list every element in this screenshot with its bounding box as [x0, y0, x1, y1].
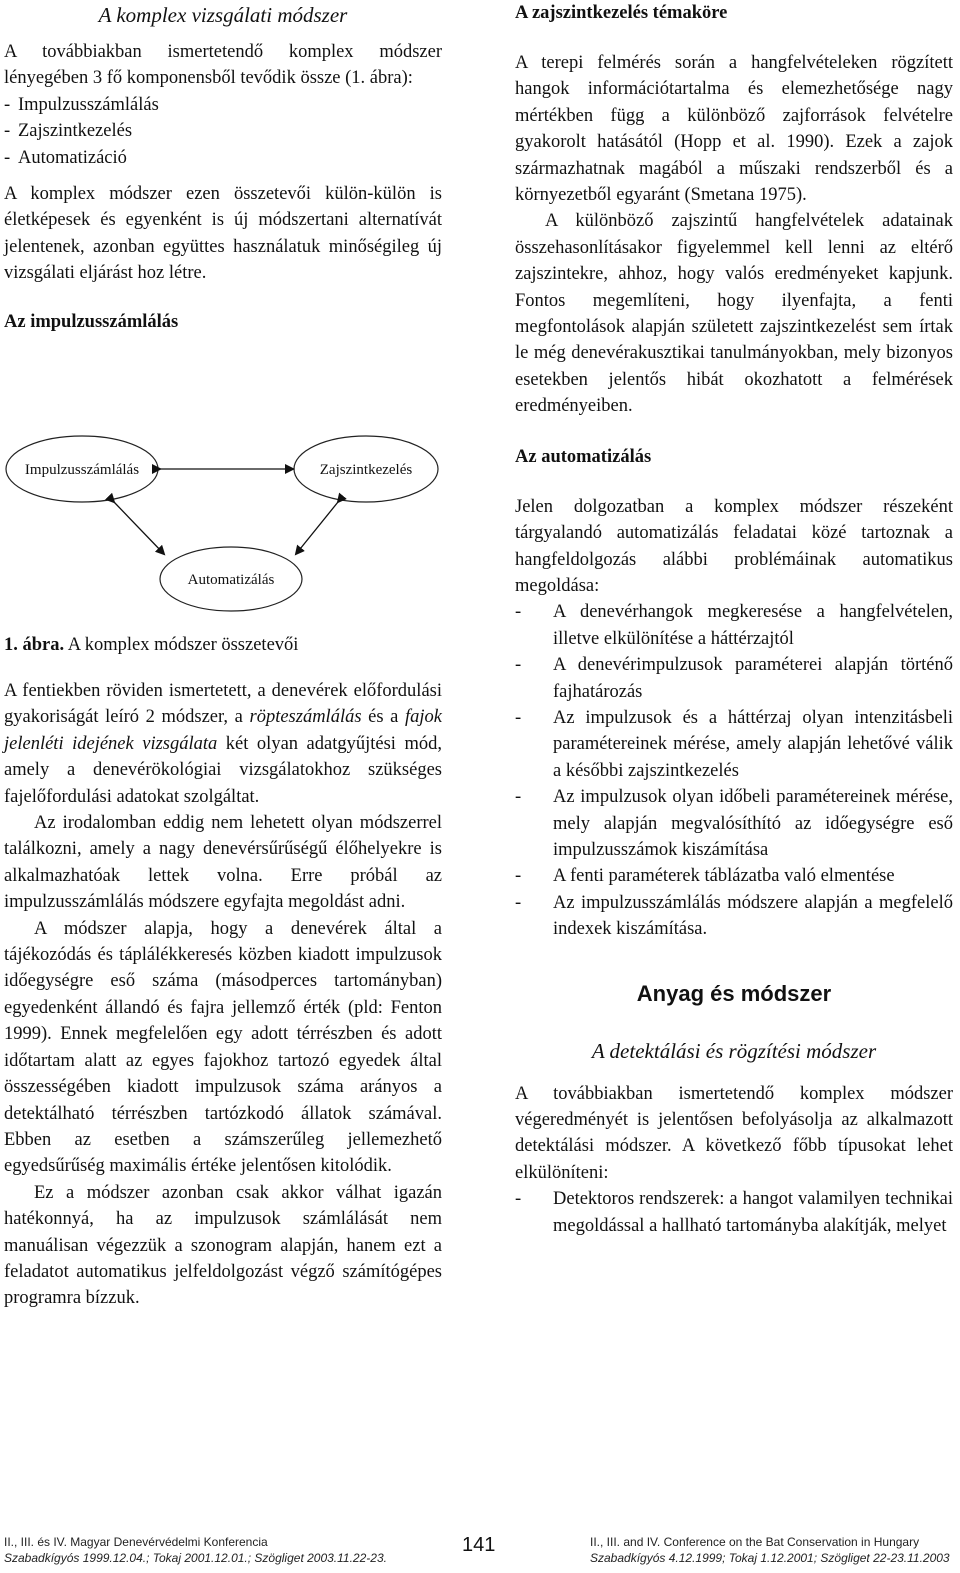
- paragraph: A komplex módszer ezen összetevői külön-külön is életképesek és egyenként is új módszertani alternatívát jelentenek, azonban együttes használatuk minőségileg új vizsgálati eljárást hoz létre.: [4, 184, 442, 284]
- section-title-komplex: A komplex vizsgálati módszer: [98, 3, 348, 27]
- heading-zajszint: A zajszintkezelés témaköre: [515, 3, 728, 23]
- edge-zajszint-automatizalas: [296, 502, 338, 554]
- paragraph: A módszer alapja, hogy a denevérek által a tájékozódás és táplálékkeresés közben kiadott impulzusok időegységre eső száma (másodperces tartományban) egyedenként állandó és fajra jellemző érték (pld: Fenton 1999). Ennek megfelelően egy adott térrészben és adott időtartam alatt az egyes fajokhoz tartozó egyedek által összességében kiadott impulzusok száma arányos a detektálható térrészben tartózkodó állatok számával. Ebben az esetben a számszerűleg jellemezhető egyedsűrűség maximális értéke jelentősen kitolódik.: [4, 918, 442, 1177]
- list-item: - Impulzusszámlálás: [4, 94, 159, 115]
- tasks-list: [515, 599, 953, 942]
- figure-caption: [4, 632, 442, 658]
- components-diagram: [4, 432, 442, 612]
- list-item: - Automatizáció: [4, 147, 127, 168]
- caption-text: A komplex módszer összetevői: [67, 635, 299, 655]
- list-item: - A denevérhangok megkeresése a hangfelvételen, illetve elkülönítése a háttérzajtól: [515, 602, 953, 649]
- heading-automatizalas: Az automatizálás: [515, 446, 652, 467]
- intro-paragraph: A továbbiakban ismertetendő komplex módszer lényegében 3 fő komponensből tevődik össze (1. ábra):: [4, 42, 442, 89]
- list-item: - A denevérimpulzusok paraméterei alapján történő fajhatározás: [515, 655, 953, 702]
- caption-label: 1. ábra.: [4, 635, 65, 655]
- paragraph: A továbbiakban ismertetendő komplex módszer végeredményét is jelentősen befolyásolja az alkalmazott detektálási módszer. A következő főbb típusokat lehet elkülöníteni:: [515, 1083, 953, 1183]
- list-item: - Zajszintkezelés: [4, 121, 133, 142]
- edge-impulzus-automatizalas: [114, 502, 164, 554]
- section-title-anyag: Anyag és módszer: [636, 980, 832, 1006]
- list-item: - Az impulzusok olyan időbeli paramétereinek mérése, mely alapján megvalósíthító az időegységre eső impulzusszámok kiszámítása: [515, 787, 953, 860]
- footer-right: [590, 1534, 956, 1566]
- node-label-zajszint: Zajszintkezelés: [319, 462, 413, 478]
- footer-left: [4, 1534, 444, 1566]
- components-list: [4, 92, 442, 171]
- paragraph: A terepi felmérés során a hangfelvételeken rögzített hangok információtartalma és elemezhetősége nagy mértékben függ a különböző zajforrások felvételre gyakorolt hatásától (Hopp et al. 1990). Ezek a zajok származhatnak magából a műszaki rendszerből és a környezetből egyaránt (Smetana 1975).: [515, 53, 953, 206]
- paragraph: A fentiekben röviden ismertetett, a denevérek előfordulási gyakoriságát leíró 2 módszer, a röpteszámlálás és a fajok jelenléti idejének vizsgálata két olyan adatgyűjtési mód, amely a denevérökológiai vizsgálatokhoz szükséges fajelőfordulási adatokat szolgáltat.: [4, 681, 442, 807]
- paragraph: Jelen dolgozatban a komplex módszer részeként tárgyalandó automatizálás feladatai közé tartoznak a hangfeldolgozás alábbi problémáinak automatikus megoldása:: [515, 496, 953, 596]
- paragraph: Az irodalomban eddig nem lehetett olyan módszerrel találkozni, amely a nagy denevérsűrűségű élőhelyekre is alkalmazhatóak lettek volna. Erre próbál az impulzusszámlálás módszere egyfajta megoldást adni.: [4, 813, 442, 913]
- footer-left-line1: II., III. és IV. Magyar Denevérvédelmi Konferencia: [4, 1535, 268, 1549]
- list-item: - Detektoros rendszerek: a hangot valamilyen technikai megoldással a hallható tartományba alakítják, melyet: [515, 1189, 953, 1236]
- footer-right-line2: Szabadkígyós 4.12.1999; Tokaj 1.12.2001; Szögliget 22-23.11.2003: [590, 1551, 950, 1565]
- footer-left-line2: Szabadkígyós 1999.12.04.; Tokaj 2001.12.01.; Szögliget 2003.11.22-23.: [4, 1551, 387, 1565]
- footer-right-line1: II., III. and IV. Conference on the Bat Conservation in Hungary: [590, 1535, 920, 1549]
- paragraph: A különböző zajszintű hangfelvételek adatainak összehasonlításakor figyelemmel kell lenni az eltérő zajszintekre, ahhoz, hogy valós eredményeket kapjunk. Fontos megemlíteni, hogy ilyenfajta, a fenti megfontolások alapján született zajszintkezelést sem írtak le még denevérakusztikai tanulmányokban, mely bizonyos esetekben jelentős hibát okozhatott a felmérések eredményeiben.: [515, 211, 953, 417]
- list-item: - Az impulzusok és a háttérzaj olyan intenzitásbeli paramétereinek mérése, amely alapján lehetővé válik a későbbi zajszintkezelés: [515, 707, 953, 781]
- subsection-title-detektalas: A detektálási és rögzítési módszer: [591, 1038, 877, 1063]
- page-number: 141: [462, 1534, 496, 1556]
- list-item: - Az impulzusszámlálás módszere alapján a megfelelő indexek kiszámítása.: [515, 892, 953, 940]
- paragraph: Ez a módszer azonban csak akkor válhat igazán hatékonnyá, ha az impulzusok számlálását nem manuálisan végezzük a szonogram alapján, hanem ezt a feladatot automatikus jelfeldolgozást végző számítógépes programra bízzuk.: [4, 1182, 442, 1309]
- list-item: - A fenti paraméterek táblázatba való elmentése: [515, 866, 895, 887]
- detector-list: [515, 1186, 953, 1239]
- section-heading-impulzus: Az impulzusszámlálás: [4, 311, 179, 332]
- node-label-automatizalas: Automatizálás: [187, 572, 275, 588]
- node-label-impulzus: Impulzusszámlálás: [24, 462, 140, 478]
